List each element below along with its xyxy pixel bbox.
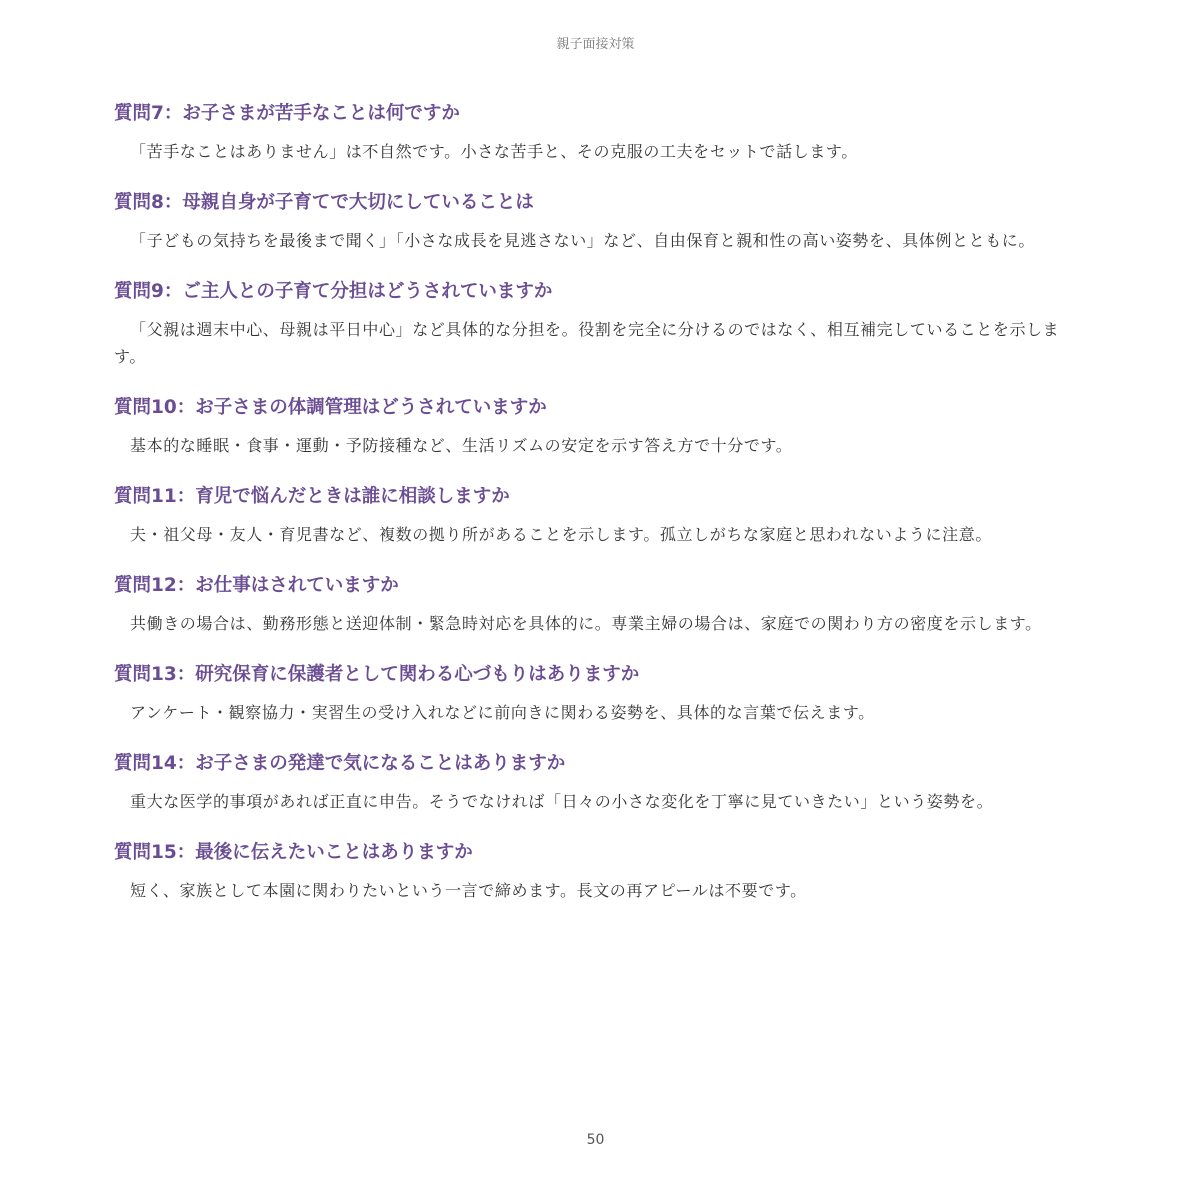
page-number: 50 <box>586 1132 605 1148</box>
qa-item-9 <box>114 278 1074 370</box>
answer-text: 夫・祖父母・友人・育児書など、複数の拠り所があることを示します。孤立しがちな家庭と思われないように注意。 <box>130 525 992 544</box>
answer-text: 「子どもの気持ちを最後まで聞く」「小さな成長を見逃さない」など、自由保育と親和性の高い姿勢を、具体例とともに。 <box>130 231 1036 250</box>
answer-text: 共働きの場合は、勤務形態と送迎体制・緊急時対応を具体的に。専業主婦の場合は、家庭での関わり方の密度を示します。 <box>130 614 1042 633</box>
qa-item-8 <box>114 189 1074 254</box>
qa-item-14 <box>114 750 1074 815</box>
question-title: 質問10：お子さまの体調管理はどうされていますか <box>114 397 547 418</box>
question-title: 質問14：お子さまの発達で気になることはありますか <box>114 753 566 774</box>
question-title: 質問8：母親自身が子育てで大切にしていることは <box>114 192 534 213</box>
qa-item-12 <box>114 572 1074 637</box>
question-title: 質問7：お子さまが苦手なことは何ですか <box>114 103 460 124</box>
qa-item-13 <box>114 661 1074 726</box>
qa-item-10 <box>114 394 1074 459</box>
qa-item-15 <box>114 839 1074 904</box>
qa-list <box>114 100 1074 928</box>
answer-text: 重大な医学的事項があれば正直に申告。そうでなければ「日々の小さな変化を丁寧に見ていきたい」という姿勢を。 <box>130 792 994 811</box>
question-title: 質問15：最後に伝えたいことはありますか <box>114 842 473 863</box>
running-header: 親子面接対策 <box>556 37 635 52</box>
question-title: 質問11：育児で悩んだときは誰に相談しますか <box>114 486 510 507</box>
answer-text: 「父親は週末中心、母親は平日中心」など具体的な分担を。役割を完全に分けるのではなく、相互補完していることを示します。 <box>114 320 1060 366</box>
answer-text: アンケート・観察協力・実習生の受け入れなどに前向きに関わる姿勢を、具体的な言葉で伝えます。 <box>130 703 875 722</box>
answer-text: 「苦手なことはありません」は不自然です。小さな苦手と、その克服の工夫をセットで話します。 <box>130 142 858 161</box>
answer-text: 短く、家族として本園に関わりたいという一言で締めます。長文の再アピールは不要です。 <box>130 881 807 900</box>
answer-text: 基本的な睡眠・食事・運動・予防接種など、生活リズムの安定を示す答え方で十分です。 <box>130 436 793 455</box>
qa-item-11 <box>114 483 1074 548</box>
question-title: 質問12：お仕事はされていますか <box>114 575 399 596</box>
question-title: 質問9：ご主人との子育て分担はどうされていますか <box>114 281 553 302</box>
question-title: 質問13：研究保育に保護者として関わる心づもりはありますか <box>114 664 640 685</box>
qa-item-7 <box>114 100 1074 165</box>
